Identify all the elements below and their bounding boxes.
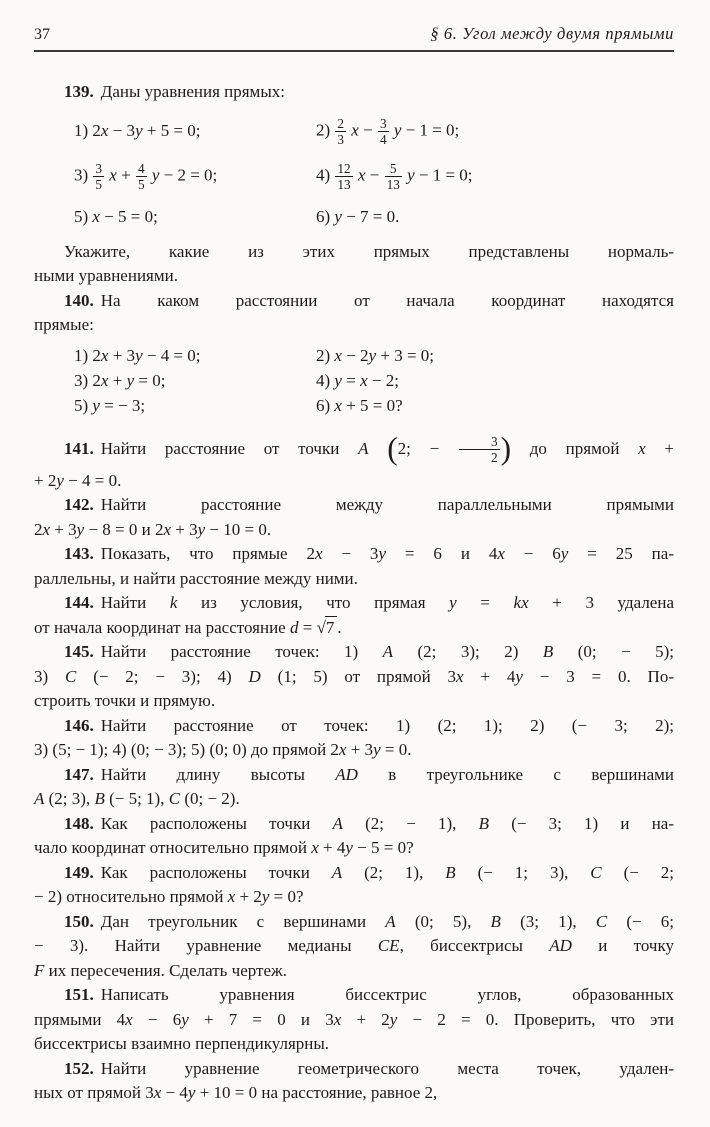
fraction: $\frac{2}{3}$: [337, 115, 345, 147]
equation: 1) 2x + 3y − 4 = 0;: [74, 345, 201, 365]
page-header: [34, 24, 674, 52]
problem-151-number: 151.: [64, 985, 94, 1004]
problem-147-line-2: A (2; 3), B (− 5; 1), C (0; − 2).: [34, 789, 240, 808]
problem-139-note-line-2: ными уравнениями.: [34, 266, 178, 285]
problem-150-number: 150.: [64, 911, 94, 931]
equation: 6) x + 5 = 0?: [316, 395, 403, 415]
problem-145-line-3: строить точки и прямую.: [34, 691, 216, 710]
problem-152-line-2: ных от прямой 3x − 4y + 10 = 0 на расстояние, равное 2,: [34, 1083, 438, 1102]
problem-139-number: 139.: [64, 82, 94, 101]
problem-140-line-2: прямые:: [34, 315, 94, 334]
problem-143-line-1: 143. Показать, что прямые 2x − 3y = 6 и 4x − 6y = 25 па-: [64, 544, 674, 563]
problem-142-number: 142.: [64, 495, 94, 514]
problem-144-line-1: 144. Найти k из условия, что прямая y = kx + 3 удалена: [64, 593, 674, 612]
equation: 5) y = − 3;: [74, 395, 146, 415]
fraction: $\frac{12}{13}$: [337, 161, 351, 193]
problem-139-note-line-1: Укажите, какие из этих прямых представлены нормаль-: [64, 241, 674, 261]
problem-140-line-1: 140. На каком расстоянии от начала координат находятся: [64, 290, 674, 310]
problem-142-line-2: 2x + 3y − 8 = 0 и 2x + 3y − 10 = 0.: [34, 519, 272, 539]
fraction: $\frac{5}{13}$: [386, 161, 400, 193]
problem-150-line-3: F их пересечения. Сделать чертеж.: [34, 960, 287, 980]
problem-140-equations: [74, 346, 674, 416]
problem-141-line-2: + 2y − 4 = 0.: [34, 470, 122, 490]
problem-150-line-2: − 3). Найти уравнение медианы CE, биссектрисы AD и точку: [34, 936, 675, 955]
page-content: [34, 80, 674, 1106]
problem-151-line-2: прямыми 4x − 6y + 7 = 0 и 3x + 2y − 2 = 0. Проверить, что эти: [34, 1009, 675, 1029]
equation: 2) x − 2y + 3 = 0;: [316, 345, 435, 365]
radical-sign: √: [316, 617, 326, 637]
problem-146-number: 146.: [64, 715, 94, 735]
problem-149-number: 149.: [64, 862, 94, 882]
page-number: 37: [34, 26, 50, 43]
fraction: $\frac{3}{5}$: [95, 161, 103, 193]
problem-144-number: 144.: [64, 593, 94, 612]
problem-141-number: 141.: [64, 438, 94, 458]
problem-146-line-1: 146. Найти расстояние от точек: 1) (2; 1); 2) (− 3; 2);: [64, 715, 674, 735]
equation: 1) 2x − 3y + 5 = 0;: [74, 121, 201, 141]
equation: 4) $\frac{12}{13}$ x − $\frac{5}{13}$ y − 1 = 0;: [316, 161, 473, 193]
problem-149-line-1: 149. Как расположены точки A (2; 1), B (− 1; 3), C (− 2;: [64, 862, 674, 882]
problem-140-number: 140.: [64, 290, 94, 310]
problem-152-number: 152.: [64, 1058, 94, 1078]
section-title: § 6. Угол между двумя прямыми: [430, 24, 674, 43]
fraction: $\frac{3}{2}$: [459, 434, 500, 466]
problem-149-line-2: − 2) относительно прямой x + 2y = 0?: [34, 887, 304, 906]
problem-145-line-1: 145. Найти расстояние точек: 1) A (2; 3); 2) B (0; − 5);: [64, 642, 675, 661]
problem-144-line-2: от начала координат на расстояние d = √7 .: [34, 617, 342, 637]
problem-150-line-1: 150. Дан треугольник с вершинами A (0; 5), B (3; 1), C (− 6;: [64, 911, 675, 931]
equation: 3) 2x + y = 0;: [74, 370, 166, 390]
problem-143-number: 143.: [64, 544, 94, 563]
problem-148-line-1: 148. Как расположены точки A (2; − 1), B (− 3; 1) и на-: [64, 813, 675, 833]
problem-148-number: 148.: [64, 813, 94, 833]
problem-142-line-1: 142. Найти расстояние между параллельными прямыми: [64, 495, 674, 514]
problem-145-line-2: 3) C (− 2; − 3); 4) D (1; 5) от прямой 3x + 4y − 3 = 0. По-: [34, 666, 674, 686]
problem-139-intro: 139. Даны уравнения прямых:: [64, 82, 285, 101]
equation: 5) x − 5 = 0;: [74, 206, 158, 226]
problem-147-number: 147.: [64, 764, 94, 784]
problem-139-equations: [74, 116, 674, 227]
equation: 6) y − 7 = 0.: [316, 206, 400, 226]
problem-143-line-2: раллельны, и найти расстояние между ними.: [34, 568, 358, 588]
equation: 2) $\frac{2}{3}$ x − $\frac{3}{4}$ y − 1 = 0;: [316, 115, 460, 147]
problem-148-line-2: чало координат относительно прямой x + 4y − 5 = 0?: [34, 838, 414, 857]
equation: 3) $\frac{3}{5}$ x + $\frac{4}{5}$ y − 2 = 0;: [74, 161, 218, 193]
problem-147-line-1: 147. Найти длину высоты AD в треугольнике с вершинами: [64, 764, 674, 784]
problem-141-line-1: 141. Найти расстояние от точки A (2; − $\frac{3}{2}$ ) до прямой x +: [64, 430, 675, 466]
fraction: $\frac{3}{4}$: [379, 115, 387, 147]
fraction: $\frac{4}{5}$: [137, 161, 145, 193]
problem-151-line-3: биссектрисы взаимно перпендикулярны.: [34, 1034, 330, 1053]
equation: 4) y = x − 2;: [316, 370, 399, 390]
problem-145-number: 145.: [64, 642, 94, 661]
problem-146-line-2: 3) (5; − 1); 4) (0; − 3); 5) (0; 0) до прямой 2x + 3y = 0.: [34, 740, 412, 759]
problem-151-line-1: 151. Написать уравнения биссектрис углов, образованных: [64, 985, 674, 1004]
problem-152-line-1: 152. Найти уравнение геометрического места точек, удален-: [64, 1058, 674, 1078]
